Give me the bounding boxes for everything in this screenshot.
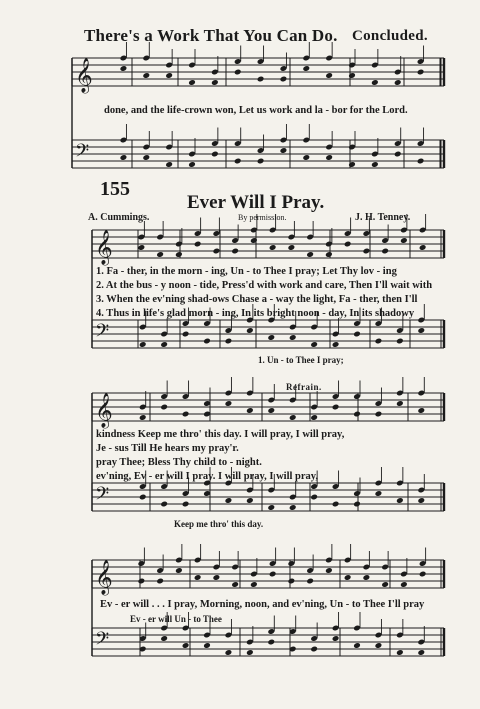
clef-symbol: 𝄞 [95,393,113,428]
bass-lyric-1: 1. Un - to Thee I pray; [258,355,344,365]
note-head [165,72,173,79]
clef-symbol: 𝄞 [75,58,93,93]
note-head [182,331,190,338]
hymn-number: 155 [100,178,130,200]
note-head [375,411,383,418]
note-head [417,497,425,504]
note-head [225,338,233,345]
note-head [325,154,333,161]
note-head [363,248,371,255]
note-head [302,154,310,161]
note-head [231,248,239,255]
verse-3-line: 3. When the ev'ning shad-ows Chase a - way the light, Fa - ther, then I'll [96,294,418,305]
note-head [396,497,404,504]
note-head [353,642,361,649]
note-head [175,251,183,258]
note-head [234,69,242,76]
note-head [267,334,275,341]
clef-symbol: 𝄢 [75,141,90,166]
note-head [156,251,164,258]
clef-symbol: 𝄢 [95,629,110,654]
note-head [332,635,340,642]
note-head [188,161,196,168]
note-head [310,341,318,348]
note-head [267,639,275,646]
note-head [182,411,190,418]
note-head [269,244,277,251]
note-head [353,501,361,508]
note-head [375,490,383,497]
note-head [246,407,254,414]
note-head [394,79,402,86]
note-head [225,649,233,656]
note-head [417,69,425,76]
note-head [396,649,404,656]
note-head [257,158,265,165]
note-head [225,400,233,407]
note-head [348,72,356,79]
note-head [289,334,297,341]
clef-symbol: 𝄞 [95,560,113,595]
note-head [142,72,150,79]
note-head [160,404,168,411]
note-head [250,237,258,244]
note-head [269,571,277,578]
note-head [246,497,254,504]
note-head [344,574,352,581]
note-head [306,578,314,585]
note-head [160,341,168,348]
note-head [381,248,389,255]
note-head [417,649,425,656]
note-head [375,642,383,649]
note-head [165,161,173,168]
note-head [225,497,233,504]
note-head [289,414,297,421]
clef-symbol: 𝄞 [95,230,113,265]
note-head [419,571,427,578]
permission-note: By permission. [238,213,287,222]
note-head [381,581,389,588]
refrain-label: Refrain. [286,382,322,392]
note-head [288,578,296,585]
note-head [160,635,168,642]
note-head [120,65,128,72]
bass-lyric-2: Keep me thro' this day. [174,519,264,529]
note-head [310,494,318,501]
composer-left: A. Cummings. [88,212,150,223]
note-head [417,407,425,414]
note-head [246,327,254,334]
note-head [231,581,239,588]
note-head [371,79,379,86]
note-head [353,411,361,418]
clef-symbol: 𝄢 [95,484,110,509]
note-head [288,244,296,251]
note-head [194,241,202,248]
note-head [182,501,190,508]
note-head [289,504,297,511]
note-head [138,578,146,585]
note-head [348,161,356,168]
refrain-line-1: kindness Keep me thro' this day. I will pray, I will pray, [96,429,345,440]
note-head [257,76,265,83]
note-head [417,158,425,165]
note-head [417,327,425,334]
note-head [211,151,219,158]
note-head [325,567,333,574]
verse-1-line: 1. Fa - ther, in the morn - ing, Un - to Thee I pray; Let Thy lov - ing [96,266,397,277]
final-bass-lyric: Ev - er will Un - to Thee [130,614,222,624]
note-head [396,400,404,407]
note-head [139,494,147,501]
final-lyric-line: Ev - er will . . . I pray, Morning, noon, and ev'ning, Un - to Thee I'll pray [100,599,425,610]
clef-symbol: 𝄢 [95,321,110,346]
note-head [246,649,254,656]
previous-hymn-title: There's a Work That You Can Do. [84,26,338,45]
note-head [332,501,340,508]
note-head [419,244,427,251]
note-head [394,151,402,158]
note-head [182,642,190,649]
note-head [194,574,202,581]
note-head [120,154,128,161]
note-head [138,244,146,251]
note-head [400,581,408,588]
note-head [188,79,196,86]
note-head [280,76,288,83]
refrain-line-3: pray Thee; Bless Thy child to - night. [96,457,262,468]
composer-right: J. H. Tenney. [355,212,411,223]
note-head [332,341,340,348]
concluded-label: Concluded. [352,28,428,44]
note-head [203,642,211,649]
note-head [267,504,275,511]
note-head [280,147,288,154]
refrain-line-2: Je - sus Till He hears my pray'r. [96,443,239,454]
note-head [325,72,333,79]
note-head [234,158,242,165]
note-head [344,241,352,248]
note-head [353,331,361,338]
note-head [363,574,371,581]
note-head [142,154,150,161]
note-head [375,338,383,345]
refrain-line-4: ev'ning, Ev - er will I pray. I will pray, I will pray, [96,471,319,482]
note-head [213,248,221,255]
note-head [302,65,310,72]
note-head [139,414,147,421]
note-head [310,414,318,421]
note-head [211,79,219,86]
note-head [396,338,404,345]
note-head [175,567,183,574]
note-head [400,237,408,244]
note-head [250,581,258,588]
note-head [156,578,164,585]
note-head [139,341,147,348]
note-head [213,574,221,581]
note-head [267,407,275,414]
note-head [160,501,168,508]
lyric-line-previous: done, and the life-crown won, Let us work and la - bor for the Lord. [104,105,408,116]
verse-2-line: 2. At the bus - y noon - tide, Press'd with work and care, Then I'll wait with [96,280,433,291]
note-head [306,251,314,258]
note-head [310,646,318,653]
note-head [332,404,340,411]
note-head [203,338,211,345]
note-head [325,251,333,258]
hymn-title: Ever Will I Pray. [187,192,325,213]
note-head [371,161,379,168]
verse-4-line: 4. Thus in life's glad morn - ing, In its bright noon - day, In its shadowy [96,308,415,319]
